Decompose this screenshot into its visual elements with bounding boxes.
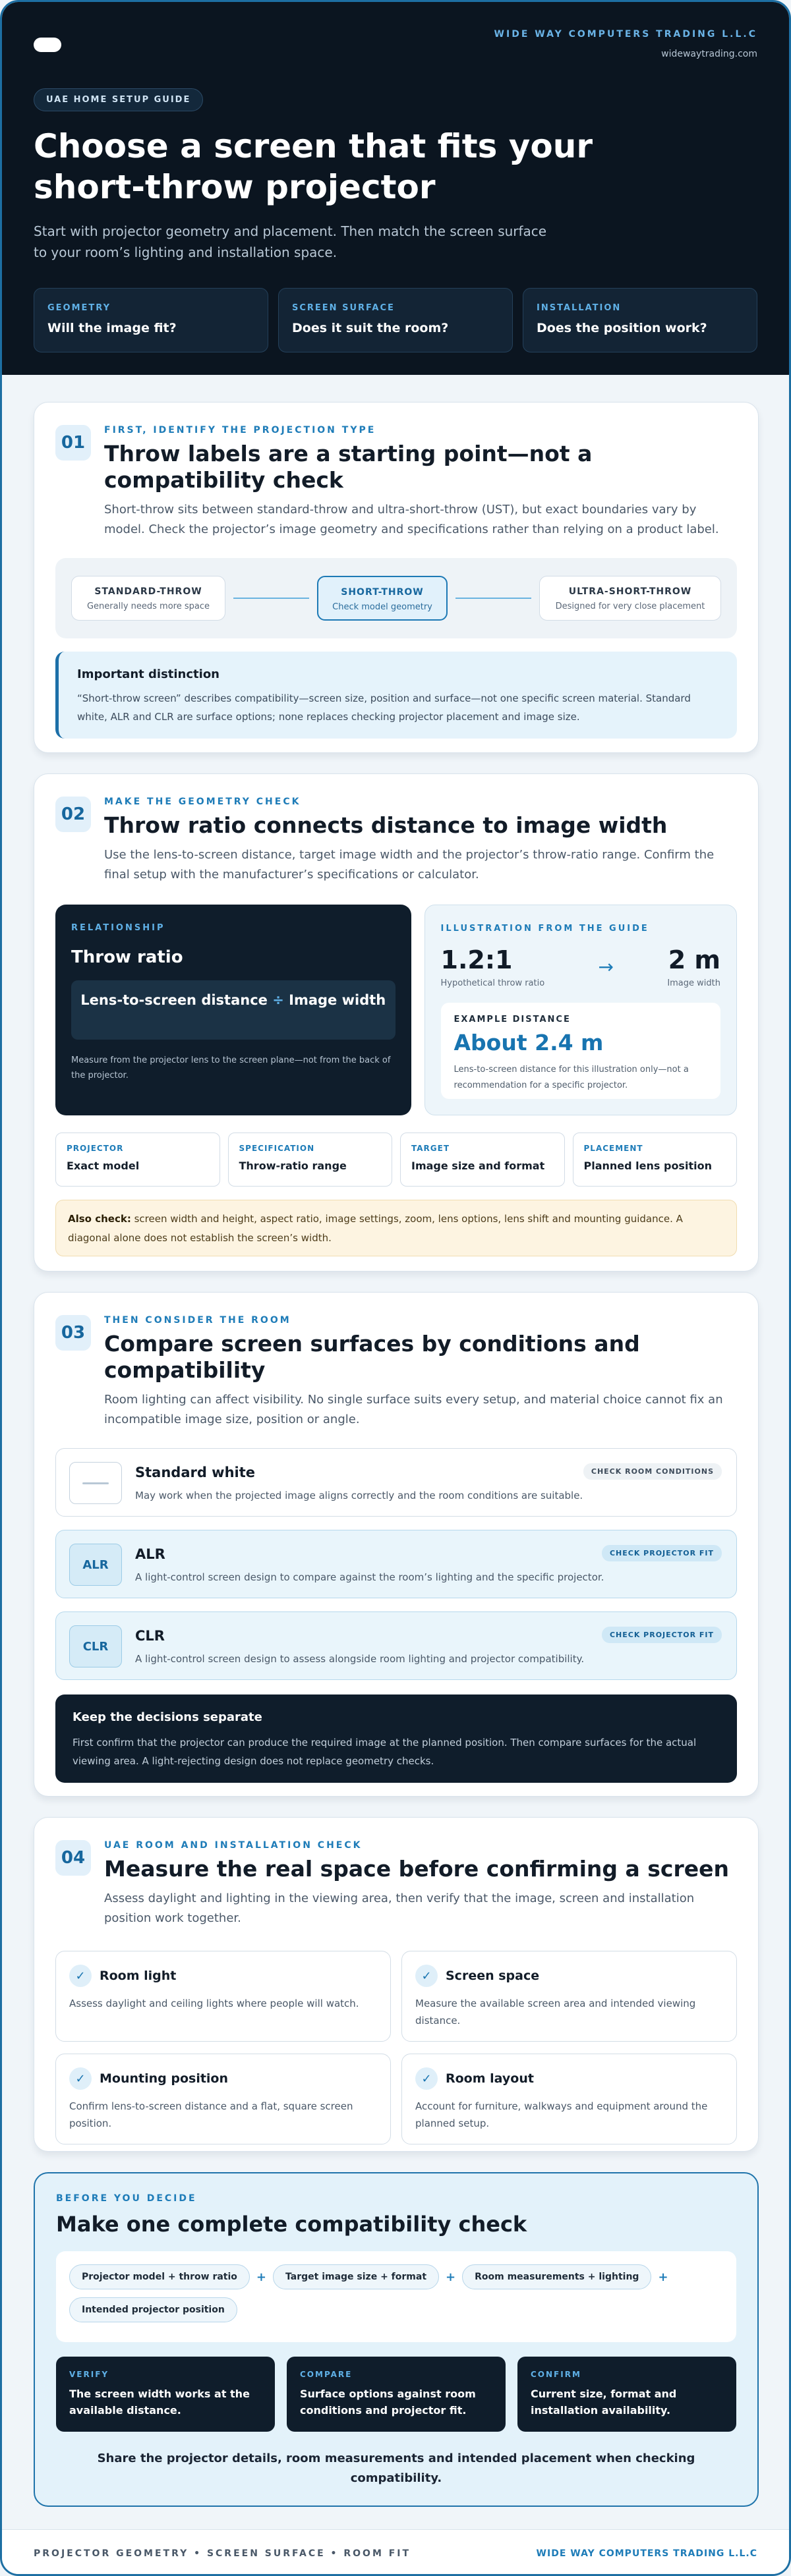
section-number: 01 xyxy=(55,425,91,461)
section-description: Use the lens-to-screen distance, target image width and the projector’s throw-ratio range. Confirm the final setup with the manufacturer’s specifications or calculator. xyxy=(104,848,715,882)
throw-ratio-card xyxy=(55,905,411,1115)
checkmark-icon: ✓ xyxy=(69,1965,92,1987)
step-text: The screen width works at the available distance. xyxy=(69,2388,250,2417)
section-description: Assess daylight and lighting in the viewing area, then verify that the image, screen and installation position work together. xyxy=(104,1891,695,1925)
surface-title: ALR xyxy=(135,1546,165,1562)
spec-value: Exact model xyxy=(67,1160,140,1172)
plus-icon: + xyxy=(256,2270,267,2284)
step-kicker: COMPARE xyxy=(300,2370,353,2379)
step-text: Surface options against room conditions and projector fit. xyxy=(300,2388,476,2417)
hero-card-kicker: SCREEN SURFACE xyxy=(292,303,395,313)
throw-type-title: STANDARD-THROW xyxy=(94,586,202,597)
example-note: Lens-to-screen distance for this illustration only—not a recommendation for a specific projector. xyxy=(454,1065,689,1090)
footer xyxy=(2,2529,789,2576)
also-check-label: Also check: xyxy=(68,1213,131,1225)
throw-ratio-value: 1.2:1 xyxy=(440,945,513,974)
divide-icon: ÷ xyxy=(272,992,284,1008)
section-kicker: FIRST, IDENTIFY THE PROJECTION TYPE xyxy=(104,425,376,435)
final-note: Share the projector details, room measurements and intended placement when checking compatibility. xyxy=(97,2451,695,2485)
relationship-kicker: RELATIONSHIP xyxy=(71,923,165,933)
checklist xyxy=(55,1951,737,2144)
throw-type-subtitle: Designed for very close placement xyxy=(555,602,705,611)
check-text: Assess daylight and ceiling lights where people will watch. xyxy=(69,1998,359,2009)
clr-screen-icon: CLR xyxy=(69,1625,122,1667)
spec-card-specification xyxy=(228,1133,393,1187)
surface-text: A light-control screen design to assess alongside room lighting and projector compatibility. xyxy=(135,1653,585,1665)
example-kicker: EXAMPLE DISTANCE xyxy=(454,1015,571,1024)
page-title: Choose a screen that fits your short-throw projector xyxy=(34,127,593,206)
hero-card-geometry xyxy=(34,288,268,352)
spec-value: Image size and format xyxy=(411,1160,545,1172)
important-note xyxy=(55,652,737,739)
step-confirm xyxy=(517,2357,736,2432)
alr-screen-icon: ALR xyxy=(69,1544,122,1586)
step-kicker: CONFIRM xyxy=(531,2370,581,2379)
check-text: Account for furniture, walkways and equipment around the planned setup. xyxy=(415,2100,708,2129)
throw-type-subtitle: Generally needs more space xyxy=(86,602,210,611)
hero-card-question: Will the image fit? xyxy=(47,321,177,335)
spec-cards xyxy=(55,1133,737,1187)
throw-type-title: ULTRA-SHORT-THROW xyxy=(568,586,692,597)
check-title: Screen space xyxy=(446,1969,540,1983)
check-card-room-light xyxy=(55,1951,391,2042)
chip-projector-position: Intended projector position xyxy=(69,2297,237,2322)
spec-card-projector xyxy=(55,1133,220,1187)
hero-cards xyxy=(34,288,757,352)
surface-card-alr xyxy=(55,1530,737,1598)
section-screen-surfaces xyxy=(34,1292,759,1797)
arrow-right-icon: → xyxy=(598,956,614,978)
hero-card-kicker: GEOMETRY xyxy=(47,303,111,313)
checkmark-icon: ✓ xyxy=(415,1965,438,1987)
section-before-you-decide xyxy=(34,2172,759,2507)
step-compare xyxy=(287,2357,506,2432)
surface-text: May work when the projected image aligns correctly and the room conditions are suitable. xyxy=(135,1490,583,1501)
brand-name: WIDE WAY COMPUTERS TRADING L.L.C xyxy=(494,29,757,40)
spec-kicker: TARGET xyxy=(411,1144,450,1153)
section-kicker: UAE ROOM AND INSTALLATION CHECK xyxy=(104,1840,363,1851)
throw-type-subtitle: Check model geometry xyxy=(332,602,432,612)
surface-tag: CHECK PROJECTOR FIT xyxy=(602,1545,722,1561)
section-number: 04 xyxy=(55,1840,91,1876)
throw-type-short xyxy=(317,576,448,621)
checkmark-icon: ✓ xyxy=(69,2067,92,2090)
note-text: “Short-throw screen” describes compatibility—screen size, position and surface—not one specific screen material. Standard white, ALR and CLR are surface options; none replaces checking projector placement and image size. xyxy=(77,692,691,723)
check-card-mounting-position xyxy=(55,2054,391,2144)
check-card-screen-space xyxy=(401,1951,737,2042)
hero xyxy=(2,2,789,375)
check-title: Mounting position xyxy=(100,2071,229,2086)
connector-line xyxy=(455,598,531,599)
brand-url-link[interactable]: widewaytrading.com xyxy=(661,49,757,59)
chip-room-measurements: Room measurements + lighting xyxy=(462,2264,651,2289)
throw-ratio-formula xyxy=(71,980,396,1040)
final-kicker: BEFORE YOU DECIDE xyxy=(56,2193,197,2204)
section-title: Compare screen surfaces by conditions and compatibility xyxy=(104,1331,640,1383)
decision-steps xyxy=(56,2357,736,2432)
section-kicker: THEN CONSIDER THE ROOM xyxy=(104,1315,291,1326)
throw-type-scale xyxy=(55,558,737,638)
check-text: Measure the available screen area and intended viewing distance. xyxy=(415,1998,696,2027)
relationship-note: Measure from the projector lens to the screen plane—not from the back of the projector. xyxy=(71,1055,391,1080)
chip-projector-model: Projector model + throw ratio xyxy=(69,2264,250,2289)
brand-block xyxy=(494,27,757,59)
section-projection-type xyxy=(34,402,759,753)
hero-card-question: Does the position work? xyxy=(537,321,707,335)
also-check-note xyxy=(55,1200,737,1256)
also-check-text: screen width and height, aspect ratio, image settings, zoom, lens options, lens shift and mounting guidance. A diagonal alone does not establish the screen’s width. xyxy=(68,1213,683,1244)
surface-tag: CHECK ROOM CONDITIONS xyxy=(583,1463,722,1480)
step-kicker: VERIFY xyxy=(69,2370,109,2379)
white-screen-icon xyxy=(69,1462,122,1504)
throw-type-title: SHORT-THROW xyxy=(341,587,424,598)
illustration-card xyxy=(425,905,737,1115)
spec-kicker: PLACEMENT xyxy=(583,1144,643,1153)
example-distance-box xyxy=(441,1003,720,1099)
spec-value: Planned lens position xyxy=(583,1160,712,1172)
image-width-value: 2 m xyxy=(668,945,720,974)
checkmark-icon: ✓ xyxy=(415,2067,438,2090)
step-text: Current size, format and installation availability. xyxy=(531,2388,677,2417)
connector-line xyxy=(233,598,309,599)
spec-card-placement xyxy=(573,1133,738,1187)
relationship-title: Throw ratio xyxy=(71,947,183,967)
hero-card-installation xyxy=(523,288,757,352)
section-description: Short-throw sits between standard-throw and ultra-short-throw (UST), but exact boundaries vary by model. Check the projector’s image geometry and specifications rather than relying on a product label. xyxy=(104,503,719,536)
illustration-kicker: ILLUSTRATION FROM THE GUIDE xyxy=(440,924,649,934)
formula-denominator: Image width xyxy=(289,992,386,1008)
section-number: 02 xyxy=(55,797,91,832)
hero-card-screen-surface xyxy=(278,288,513,352)
spec-kicker: PROJECTOR xyxy=(67,1144,124,1153)
check-card-room-layout xyxy=(401,2054,737,2144)
spec-card-target xyxy=(400,1133,565,1187)
plus-icon: + xyxy=(446,2270,456,2284)
section-number: 03 xyxy=(55,1315,91,1351)
spec-value: Throw-ratio range xyxy=(239,1160,347,1172)
surface-card-clr xyxy=(55,1611,737,1680)
section-kicker: MAKE THE GEOMETRY CHECK xyxy=(104,797,301,807)
example-value: About 2.4 m xyxy=(454,1030,604,1055)
note-title: Important distinction xyxy=(77,667,220,681)
hero-card-kicker: INSTALLATION xyxy=(537,303,622,313)
section-title: Measure the real space before confirming a screen xyxy=(104,1856,730,1882)
surface-tag: CHECK PROJECTOR FIT xyxy=(602,1627,722,1643)
surface-text: A light-control screen design to compare against the room’s lighting and the specific projector. xyxy=(135,1571,604,1583)
footer-brand: WIDE WAY COMPUTERS TRADING L.L.C xyxy=(536,2548,757,2559)
plus-icon: + xyxy=(658,2270,668,2284)
throw-type-standard xyxy=(71,576,225,621)
spec-kicker: SPECIFICATION xyxy=(239,1144,315,1153)
step-verify xyxy=(56,2357,275,2432)
final-title: Make one complete compatibility check xyxy=(56,2212,527,2237)
chip-target-image: Target image size + format xyxy=(273,2264,439,2289)
keep-text: First confirm that the projector can produce the required image at the planned position. Then compare surfaces for the actual viewing area. A light-rejecting design does not replace geometry checks. xyxy=(73,1737,697,1767)
section-title: Throw ratio connects distance to image width xyxy=(104,812,668,838)
surface-title: Standard white xyxy=(135,1465,256,1480)
section-description: Room lighting can affect visibility. No single surface suits every setup, and material choice cannot fix an incompatible image size, position or angle. xyxy=(104,1393,723,1426)
throw-type-ultra-short xyxy=(539,576,721,621)
compatibility-chips xyxy=(56,2251,736,2342)
surface-title: CLR xyxy=(135,1628,165,1644)
keep-title: Keep the decisions separate xyxy=(73,1710,262,1724)
surface-card-standard-white xyxy=(55,1448,737,1517)
section-geometry-check xyxy=(34,773,759,1272)
hero-card-question: Does it suit the room? xyxy=(292,321,449,335)
section-title: Throw labels are a starting point—not a compatibility check xyxy=(104,441,593,493)
guide-badge: UAE HOME SETUP GUIDE xyxy=(34,88,203,111)
section-room-check xyxy=(34,1817,759,2152)
check-title: Room layout xyxy=(446,2071,534,2086)
logo-mark xyxy=(34,38,61,52)
image-width-caption: Image width xyxy=(667,978,720,988)
throw-ratio-caption: Hypothetical throw ratio xyxy=(440,978,545,988)
hero-subtitle: Start with projector geometry and placement. Then match the screen surface to your room’s lighting and installation space. xyxy=(34,223,547,260)
footer-tagline: PROJECTOR GEOMETRY • SCREEN SURFACE • ROOM FIT xyxy=(34,2548,411,2559)
formula-numerator: Lens-to-screen distance xyxy=(80,992,268,1008)
keep-separate-note xyxy=(55,1694,737,1783)
check-text: Confirm lens-to-screen distance and a flat, square screen position. xyxy=(69,2100,353,2129)
check-title: Room light xyxy=(100,1969,177,1983)
